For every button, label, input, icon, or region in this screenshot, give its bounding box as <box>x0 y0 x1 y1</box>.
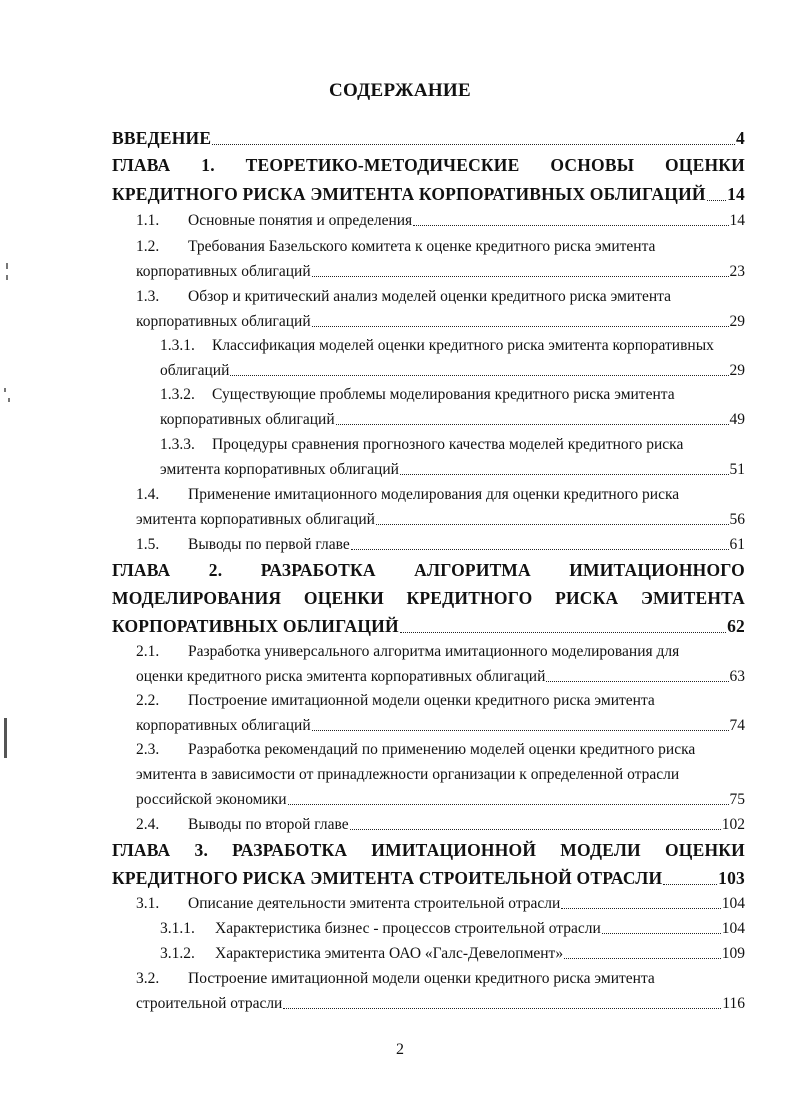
leader-dots <box>312 276 729 277</box>
leader-dots <box>546 681 728 682</box>
page-title: СОДЕРЖАНИЕ <box>329 80 471 101</box>
toc-label: Процедуры сравнения прогнозного качества моделей кредитного риска <box>212 436 684 453</box>
toc-page: 102 <box>721 816 745 833</box>
toc-number: 1.4. <box>136 486 160 503</box>
toc-entry-1-3-1-line1[interactable] <box>160 337 745 355</box>
toc-label: Требования Базельского комитета к оценке кредитного риска эмитента <box>188 238 656 255</box>
toc-number: 1.2. <box>136 238 160 255</box>
toc-word: ГЛАВА <box>112 155 171 175</box>
toc-page: 104 <box>721 920 745 937</box>
toc-number: 3.1.1. <box>160 920 195 937</box>
toc-entry-3-2-line2[interactable] <box>136 995 745 1013</box>
leader-dots <box>351 549 729 550</box>
toc-label: Существующие проблемы моделирования кредитного риска эмитента <box>212 386 675 403</box>
toc-page: 103 <box>718 868 745 888</box>
leader-dots <box>413 225 728 226</box>
toc-entry-2-1-line1[interactable] <box>136 643 745 661</box>
toc-word: ИМИТАЦИОННОГО <box>569 560 745 580</box>
toc-entry-2-2-line1[interactable] <box>136 692 745 710</box>
toc-word: ОЦЕНКИ <box>303 588 384 608</box>
leader-dots <box>312 326 729 327</box>
toc-label: КРЕДИТНОГО РИСКА ЭМИТЕНТА СТРОИТЕЛЬНОЙ ОТРАСЛИ <box>112 868 663 888</box>
toc-page: 56 <box>729 511 745 528</box>
toc-label: Классификация моделей оценки кредитного риска эмитента корпоративных <box>212 337 714 354</box>
toc-label: эмитента корпоративных облигаций <box>160 461 399 478</box>
toc-entry-1-2-line2[interactable] <box>136 263 745 281</box>
toc-page: 75 <box>729 791 745 808</box>
toc-word: ТЕОРЕТИКО-МЕТОДИЧЕСКИЕ <box>245 155 520 175</box>
toc-label: Разработка рекомендаций по применению моделей оценки кредитного риска <box>188 741 696 758</box>
toc-label: Обзор и критический анализ моделей оценки кредитного риска эмитента <box>188 288 671 305</box>
toc-label: оценки кредитного риска эмитента корпоративных облигаций <box>136 668 546 685</box>
toc-label: корпоративных облигаций <box>160 411 335 428</box>
leader-dots <box>564 958 721 959</box>
toc-entry-1-4-line2[interactable] <box>136 511 745 529</box>
toc-word: КРЕДИТНОГО <box>406 588 533 608</box>
toc-word: 2. <box>208 560 223 580</box>
scan-mark <box>4 718 7 758</box>
toc-word: 3. <box>194 840 209 860</box>
toc-label: Построение имитационной модели оценки кредитного риска эмитента <box>188 692 655 709</box>
toc-label: корпоративных облигаций <box>136 717 311 734</box>
toc-number: 1.3.2. <box>160 386 195 403</box>
toc-entry-3-1[interactable] <box>136 895 745 913</box>
toc-page: 51 <box>729 461 745 478</box>
toc-page: 29 <box>729 313 745 330</box>
leader-dots <box>561 908 720 909</box>
toc-number: 3.2. <box>136 970 160 987</box>
toc-entry-1-3-2-line2[interactable] <box>160 411 745 429</box>
toc-entry-1-3-line2[interactable] <box>136 313 745 331</box>
toc-label: российской экономики <box>136 791 287 808</box>
toc-page: 109 <box>721 945 745 962</box>
toc-chapter-3-line1[interactable] <box>112 840 745 861</box>
toc-word: МОДЕЛИРОВАНИЯ <box>112 588 282 608</box>
leader-dots <box>212 144 735 145</box>
toc-entry-3-2-line1[interactable] <box>136 970 745 988</box>
toc-entry-2-1-line2[interactable] <box>136 668 745 686</box>
toc-number: 2.1. <box>136 643 160 660</box>
toc-label: Выводы по первой главе <box>188 536 350 553</box>
toc-label: эмитента корпоративных облигаций <box>136 511 375 528</box>
toc-label: строительной отрасли <box>136 995 283 1012</box>
toc-number: 1.3.3. <box>160 436 195 453</box>
leader-dots <box>602 933 721 934</box>
toc-entry-1-3-1-line2[interactable] <box>160 362 745 380</box>
toc-entry-1-4-line1[interactable] <box>136 486 745 504</box>
toc-entry-2-2-line2[interactable] <box>136 717 745 735</box>
toc-chapter-3-line2[interactable] <box>112 868 745 889</box>
toc-label: эмитента в зависимости от принадлежности организации к определенной отрасли <box>136 766 680 783</box>
toc-label: КРЕДИТНОГО РИСКА ЭМИТЕНТА КОРПОРАТИВНЫХ ОБЛИГАЦИЙ <box>112 184 706 204</box>
leader-dots <box>663 884 717 885</box>
toc-number: 2.2. <box>136 692 160 709</box>
toc-label: Описание деятельности эмитента строительной отрасли <box>188 895 561 912</box>
leader-dots <box>350 829 721 830</box>
toc-entry-intro[interactable] <box>112 128 745 149</box>
toc-word: ГЛАВА <box>112 560 171 580</box>
toc-label: Разработка универсального алгоритма имитационного моделирования для <box>188 643 680 660</box>
scan-mark <box>8 398 10 402</box>
toc-number: 1.3.1. <box>160 337 195 354</box>
toc-word: ОЦЕНКИ <box>664 840 745 860</box>
toc-label: Построение имитационной модели оценки кредитного риска эмитента <box>188 970 655 987</box>
toc-word: АЛГОРИТМА <box>414 560 531 580</box>
toc-entry-2-4[interactable] <box>136 816 745 834</box>
toc-page: 49 <box>729 411 745 428</box>
toc-label: Характеристика эмитента ОАО «Галс-Девелопмент» <box>215 945 564 962</box>
toc-entry-1-5[interactable] <box>136 536 745 554</box>
leader-dots <box>707 200 726 201</box>
toc-label: Характеристика бизнес - процессов строительной отрасли <box>215 920 601 937</box>
toc-number: 1.1. <box>136 212 160 229</box>
toc-label: корпоративных облигаций <box>136 263 311 280</box>
toc-number: 2.4. <box>136 816 160 833</box>
page-number: 2 <box>396 1041 404 1058</box>
toc-number: 2.3. <box>136 741 160 758</box>
toc-label: КОРПОРАТИВНЫХ ОБЛИГАЦИЙ <box>112 616 399 636</box>
toc-page: 23 <box>729 263 745 280</box>
toc-page: 4 <box>736 128 745 148</box>
leader-dots <box>230 375 728 376</box>
toc-label: Выводы по второй главе <box>188 816 349 833</box>
leader-dots <box>376 524 729 525</box>
toc-entry-1-2-line1[interactable] <box>136 238 745 256</box>
toc-chapter-2-line2[interactable] <box>112 588 745 609</box>
toc-page: 63 <box>729 668 745 685</box>
toc-page: 62 <box>727 616 745 636</box>
toc-word: ОЦЕНКИ <box>664 155 745 175</box>
toc-label: ВВЕДЕНИЕ <box>112 128 212 148</box>
toc-entry-3-1-2[interactable] <box>160 945 745 963</box>
toc-label: Основные понятия и определения <box>188 212 413 229</box>
toc-chapter-2-line3[interactable] <box>112 616 745 637</box>
toc-word: РАЗРАБОТКА <box>232 840 348 860</box>
toc-word: ГЛАВА <box>112 840 171 860</box>
toc-page: 116 <box>722 995 745 1012</box>
toc-page: 104 <box>721 895 745 912</box>
leader-dots <box>336 424 729 425</box>
leader-dots <box>400 632 726 633</box>
toc-page: 14 <box>729 212 745 229</box>
toc-word: ОСНОВЫ <box>550 155 635 175</box>
toc-word: 1. <box>201 155 215 175</box>
toc-entry-1-3-line1[interactable] <box>136 288 745 306</box>
toc-chapter-2-line1[interactable] <box>112 560 745 581</box>
toc-page: 29 <box>729 362 745 379</box>
toc-page: 74 <box>729 717 745 734</box>
toc-chapter-1-line2[interactable] <box>112 184 745 205</box>
toc-entry-1-3-3-line1[interactable] <box>160 436 745 454</box>
toc-number: 3.1. <box>136 895 160 912</box>
toc-word: ИМИТАЦИОННОЙ <box>371 840 537 860</box>
toc-label: облигаций <box>160 362 230 379</box>
toc-chapter-1-line1[interactable] <box>112 155 745 176</box>
toc-label: корпоративных облигаций <box>136 313 311 330</box>
toc-entry-1-3-3-line2[interactable] <box>160 461 745 479</box>
toc-entry-1-3-2-line1[interactable] <box>160 386 745 404</box>
leader-dots <box>312 730 729 731</box>
scan-mark <box>6 263 8 269</box>
toc-entry-2-3-line2[interactable] <box>136 766 745 784</box>
toc-number: 1.5. <box>136 536 160 553</box>
leader-dots <box>288 804 729 805</box>
toc-number: 1.3. <box>136 288 160 305</box>
toc-word: РИСКА <box>555 588 619 608</box>
toc-entry-2-3-line3[interactable] <box>136 791 745 809</box>
toc-word: ЭМИТЕНТА <box>640 588 745 608</box>
leader-dots <box>400 474 729 475</box>
toc-number: 3.1.2. <box>160 945 195 962</box>
toc-entry-2-3-line1[interactable] <box>136 741 745 759</box>
toc-word: РАЗРАБОТКА <box>260 560 376 580</box>
scan-mark <box>4 388 6 392</box>
toc-label: Применение имитационного моделирования для оценки кредитного риска <box>188 486 680 503</box>
toc-entry-1-1[interactable] <box>136 212 745 230</box>
leader-dots <box>283 1008 721 1009</box>
toc-entry-3-1-1[interactable] <box>160 920 745 938</box>
toc-page: 61 <box>729 536 745 553</box>
toc-page: 14 <box>727 184 745 204</box>
scan-mark <box>6 275 8 280</box>
toc-word: МОДЕЛИ <box>560 840 641 860</box>
